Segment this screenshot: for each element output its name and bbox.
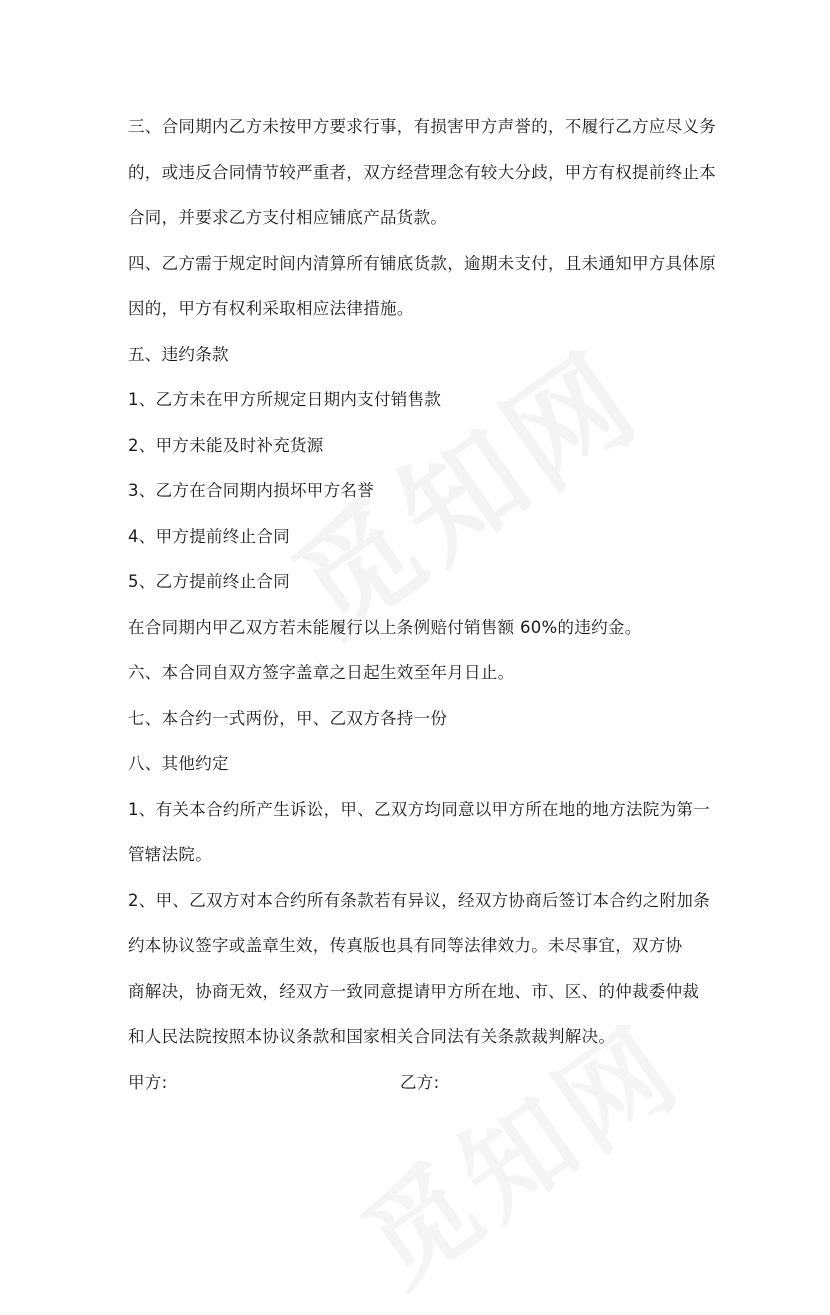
document-body [128, 104, 718, 1105]
text-line: 六、本合同自双方签字盖章之日起生效至年月日止。 [128, 663, 515, 682]
text-line: 和人民法院按照本协议条款和国家相关合同法有关条款裁判解决。 [128, 1027, 616, 1046]
text-line: 管辖法院。 [128, 845, 212, 864]
text-line: 商解决，协商无效，经双方一致同意提请甲方所在地、市、区、的仲裁委仲裁 [128, 981, 700, 1001]
list-item: 2、甲方未能及时补充货源 [128, 435, 324, 455]
text-line: 七、本合约一式两份，甲、乙双方各持一份 [128, 708, 448, 728]
list-item: 3、乙方在合同期内损坏甲方名誉 [128, 481, 374, 500]
section-heading: 八、其他约定 [128, 754, 229, 773]
text-line: 的，或违反合同情节较严重者，双方经营理念有较大分歧，甲方有权提前终止本 [128, 162, 716, 182]
text-line: 2、甲、乙双方对本合约所有条款若有异议，经双方协商后签订本合约之附加条 [128, 890, 710, 910]
text-line: 三、合同期内乙方未按甲方要求行事，有损害甲方声誉的，不履行乙方应尽义务 [128, 117, 716, 136]
list-item: 4、甲方提前终止合同 [128, 526, 290, 546]
list-item: 5、乙方提前终止合同 [128, 572, 290, 591]
party-a-signature-label: 甲方: [128, 1072, 168, 1092]
signature-row [128, 1060, 718, 1106]
party-b-signature-label: 乙方: [400, 1072, 440, 1092]
text-line: 约本协议签字或盖章生效，传真版也具有同等法律效力。未尽事宜，双方协 [128, 936, 683, 955]
text-line: 在合同期内甲乙双方若未能履行以上条例赔付销售额 60%的违约金。 [128, 617, 642, 637]
text-line: 1、有关本合约所产生诉讼，甲、乙双方均同意以甲方所在地的地方法院为第一 [128, 799, 710, 819]
list-item: 1、乙方未在甲方所规定日期内支付销售款 [128, 390, 442, 409]
text-line: 四、乙方需于规定时间内清算所有铺底货款，逾期未支付，且未通知甲方具体原 [128, 253, 716, 273]
section-heading: 五、违约条款 [128, 344, 229, 364]
text-line: 合同，并要求乙方支付相应铺底产品货款。 [128, 208, 448, 227]
text-line: 因的，甲方有权利采取相应法律措施。 [128, 299, 414, 318]
